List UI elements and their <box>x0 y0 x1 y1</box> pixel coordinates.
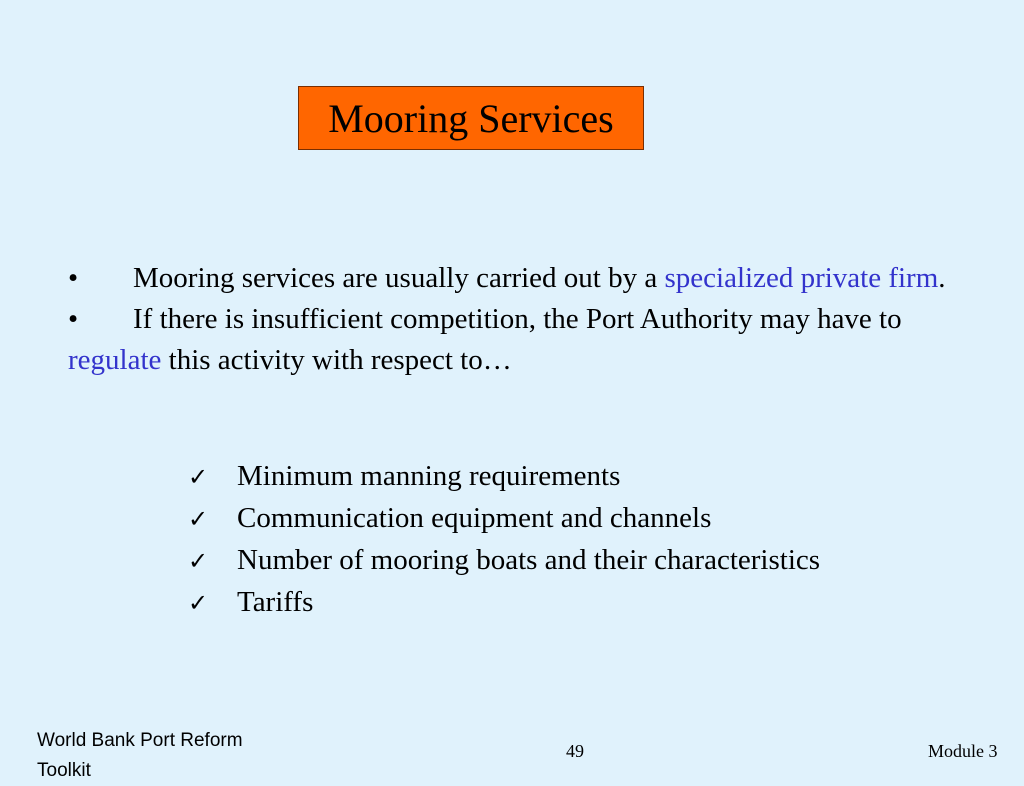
slide-title-box <box>298 86 644 150</box>
bullet-marker: • <box>68 262 79 294</box>
bullet-highlight: regulate <box>68 344 162 376</box>
page-number: 49 <box>566 741 584 761</box>
checkmark-icon: ✓ <box>188 547 209 575</box>
bullet-list <box>68 258 948 381</box>
footer-source: World Bank Port Reform Toolkit <box>37 730 243 781</box>
checkmark-icon: ✓ <box>188 505 209 533</box>
bullet-text-end: . <box>938 262 946 294</box>
slide-title: Mooring Services <box>328 95 614 141</box>
bullet-marker: • <box>68 303 79 335</box>
checkmark-icon: ✓ <box>188 463 209 491</box>
bullet-item <box>68 258 948 299</box>
footer-module: Module 3 <box>928 741 998 761</box>
checklist-item-label: Tariffs <box>237 586 314 618</box>
checklist-item <box>188 540 820 582</box>
bullet-text-end: this activity with respect to… <box>161 344 512 376</box>
checklist-item <box>188 582 820 624</box>
bullet-item <box>68 299 948 381</box>
checklist <box>188 456 820 624</box>
bullet-text: If there is insufficient competition, the Port Authority may have to <box>133 303 902 335</box>
checklist-item <box>188 498 820 540</box>
bullet-text: Mooring services are usually carried out by a <box>133 262 665 294</box>
checklist-item-label: Number of mooring boats and their characteristics <box>237 544 821 576</box>
checklist-item-label: Communication equipment and channels <box>237 502 712 534</box>
checklist-item-label: Minimum manning requirements <box>237 460 621 492</box>
bullet-highlight: specialized private firm <box>664 262 939 294</box>
checklist-item <box>188 456 820 498</box>
checkmark-icon: ✓ <box>188 589 209 617</box>
